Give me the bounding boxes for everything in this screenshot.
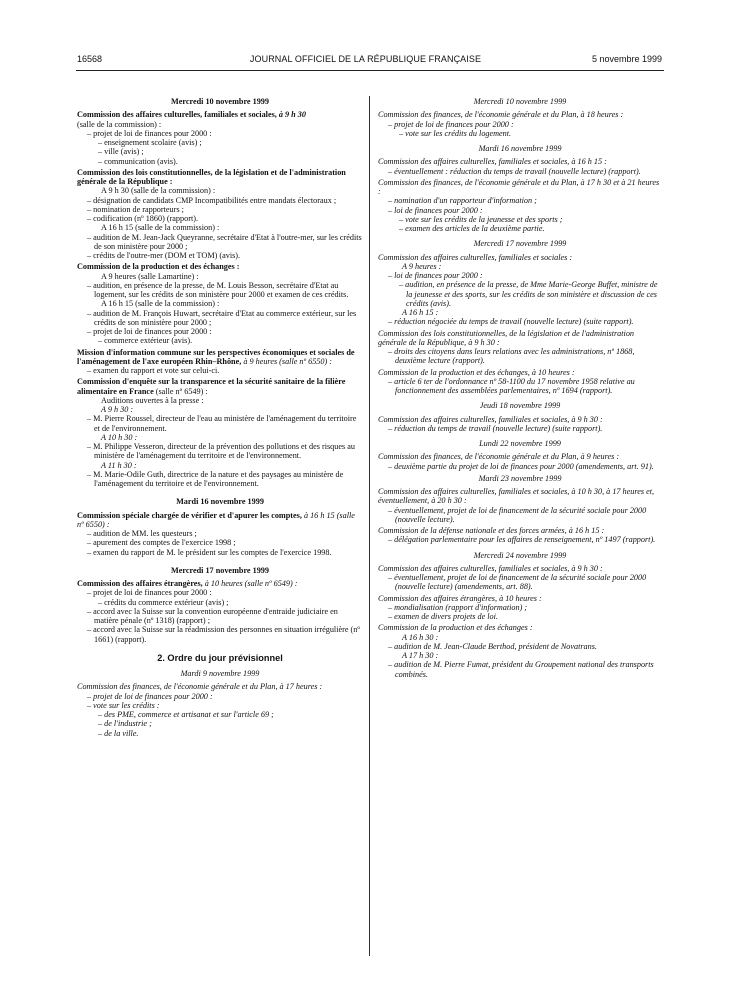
- session-time: A 16 h 15 :: [402, 308, 439, 317]
- agenda-item: – audition de M. Jean-Claude Berthod, président de Novatrans.: [388, 641, 597, 651]
- date-heading: Lundi 22 novembre 1999: [479, 439, 561, 448]
- committee-block: [378, 368, 662, 396]
- session-time: A 17 h 30 :: [402, 651, 439, 660]
- agenda-item: – examen du rapport de M. le président sur les comptes de l'exercice 1998.: [87, 547, 332, 557]
- date-heading: Jeudi 18 novembre 1999: [479, 401, 561, 411]
- agenda-item: – éventuellement : réduction du temps de travail (nouvelle lecture) (rapport).: [388, 166, 641, 176]
- committee-block: [378, 415, 662, 434]
- agenda-item: – enseignement scolaire (avis) ;: [98, 138, 202, 147]
- left-column: [77, 97, 363, 738]
- agenda-item: – projet de loi de finances pour 2000 :: [87, 327, 212, 336]
- agenda-item: – M. Pierre Roussel, directeur de l'eau au ministère de l'aménagement du territoire et de l'environnement.: [87, 414, 357, 433]
- committee-block: [77, 511, 363, 557]
- agenda-item: – droits des citoyens dans leurs relations avec les administrations, nº 1868, deuxième lecture (rapport).: [388, 347, 635, 366]
- committee-title: Commission des affaires culturelles, familiales et sociales,: [77, 110, 277, 120]
- issue-date: 5 novembre 1999: [591, 54, 662, 64]
- agenda-item: – projet de loi de finances pour 2000 :: [87, 588, 212, 598]
- meeting-time: à 16 h 15 (salle nº 6550) :: [77, 510, 355, 529]
- session-time: A 9 h 30 (salle de la commission) :: [101, 186, 216, 196]
- committee-block: [77, 110, 363, 166]
- agenda-item: – examen des articles de la deuxième partie.: [399, 224, 545, 233]
- agenda-item: – audition de M. Jean-Jack Queyranne, secrétaire d'Etat à l'outre-mer, sur les crédits de son ministère pour 2000 ;: [87, 232, 362, 251]
- committee-title: Commission des affaires culturelles, familiales et sociales, à 9 h 30 :: [378, 563, 603, 573]
- page-header: [0, 47, 731, 67]
- meeting-room: (salle nº 6549) :: [155, 386, 208, 396]
- committee-block: [378, 110, 662, 138]
- session-time: A 16 h 15 (salle de la commission) :: [101, 299, 220, 309]
- agenda-item: – des PME, commerce et artisanat et sur l'article 69 ;: [98, 710, 274, 719]
- agenda-item: – vote sur les crédits :: [87, 700, 160, 710]
- agenda-item: – ville (avis) ;: [98, 147, 144, 157]
- date-heading: Mercredi 24 novembre 1999: [473, 550, 567, 560]
- agenda-item: – projet de loi de finances pour 2000 :: [87, 691, 213, 701]
- agenda-item: – audition de M. Pierre Fumat, président du Groupement national des transports combinés.: [388, 660, 654, 679]
- committee-title: Commission des finances, de l'économie générale et du Plan, à 17 heures :: [77, 682, 323, 692]
- committee-block: [77, 348, 363, 376]
- committee-title: Commission d'enquête sur la transparence et la sécurité sanitaire de la filière alimentaire en France: [77, 377, 346, 396]
- session-time: A 9 heures :: [402, 261, 442, 271]
- committee-title: Commission des affaires culturelles, familiales et sociales :: [378, 252, 573, 262]
- agenda-item: – audition de M. François Huwart, secrétaire d'Etat au commerce extérieur, sur les crédits de son ministère pour 2000 ;: [87, 308, 357, 327]
- committee-block: [378, 594, 662, 622]
- date-heading: Mardi 23 novembre 1999: [478, 473, 562, 483]
- agenda-item: – crédits du commerce extérieur (avis) ;: [98, 597, 229, 607]
- committee-title: Commission de la production et des échanges, à 10 heures :: [378, 367, 575, 377]
- agenda-item: – nomination d'un rapporteur d'information ;: [388, 196, 537, 206]
- agenda-item: – délégation parlementaire pour les affaires de renseignement, nº 1497 (rapport).: [388, 535, 656, 545]
- committee-block: [378, 329, 662, 366]
- session-note: Auditions ouvertes à la presse :: [101, 395, 204, 405]
- date-heading: Mercredi 17 novembre 1999: [473, 239, 567, 249]
- column-divider: [369, 96, 370, 956]
- agenda-item: – deuxième partie du projet de loi de finances pour 2000 (amendements, art. 91).: [388, 461, 654, 471]
- committee-block: [378, 253, 662, 327]
- committee-title: Commission des finances, de l'économie générale et du Plan, à 18 heures :: [378, 110, 624, 120]
- agenda-item: – loi de finances pour 2000 :: [388, 271, 483, 280]
- committee-block: [378, 564, 662, 592]
- agenda-item: – accord avec la Suisse sur la réadmission des personnes en situation irrégulière (nº 1661) (rapport).: [87, 625, 360, 644]
- agenda-item: – article 6 ter de l'ordonnance nº 58-1100 du 17 novembre 1958 relative au fonctionnement des assemblées parlementaires, nº 1694 (rapport).: [388, 376, 635, 395]
- agenda-item: – commerce extérieur (avis).: [98, 336, 193, 346]
- committee-block: [378, 487, 662, 524]
- committee-title: Commission des affaires culturelles, familiales et sociales, à 10 h 30, à 17 heures et, éventuellement, à 20 h 30 :: [378, 487, 655, 506]
- committee-block: [378, 157, 662, 176]
- committee-block: [77, 377, 363, 488]
- session-time: A 9 heures (salle Lamartine) :: [101, 271, 199, 281]
- right-column: [378, 97, 662, 679]
- committee-block: [378, 526, 662, 545]
- agenda-item: – réduction du temps de travail (nouvelle lecture) (suite rapport).: [388, 423, 603, 433]
- meeting-time: à 9 heures (salle nº 6550) :: [243, 356, 332, 366]
- agenda-item: – accord avec la Suisse sur la convention européenne d'entraide judiciaire en matière pénale (nº 1318) (rapport) ;: [87, 606, 338, 625]
- agenda-item: – apurement des comptes de l'exercice 1998 ;: [87, 538, 236, 548]
- agenda-item: – audition, en présence de la presse, de Mme Marie-George Buffet, ministre de la jeunesse et des sports, sur les crédits de son ministère et discussion de ces crédits (avis).: [399, 280, 658, 308]
- agenda-item: – audition de MM. les questeurs ;: [87, 529, 197, 538]
- agenda-item: – codification (nº 1860) (rapport).: [87, 214, 198, 223]
- journal-title: JOURNAL OFFICIEL DE LA RÉPUBLIQUE FRANÇAISE: [249, 54, 482, 64]
- committee-title: Commission spéciale chargée de vérifier et d'apurer les comptes,: [77, 510, 302, 520]
- page-number: 16568: [77, 54, 103, 64]
- date-heading: Mardi 9 novembre 1999: [180, 669, 260, 678]
- agenda-item: – éventuellement, projet de loi de financement de la sécurité sociale pour 2000 (nouvelle lecture) (amendements, art. 88).: [388, 573, 647, 592]
- agenda-item: – examen du rapport et vote sur celui-ci.: [87, 366, 220, 375]
- date-heading: Mercredi 10 novembre 1999: [170, 97, 269, 106]
- date-heading: Mercredi 10 novembre 1999: [473, 97, 567, 106]
- meeting-time: à 9 h 30: [278, 110, 306, 120]
- committee-title: Commission des affaires culturelles, familiales et sociales, à 9 h 30 :: [378, 414, 603, 424]
- committee-title: Commission de la production et des échanges :: [77, 262, 240, 272]
- agenda-item: – audition, en présence de la presse, de M. Louis Besson, secrétaire d'Etat au logement, sur les crédits de son ministère pour 2000 et examen de ces crédits.: [87, 280, 349, 299]
- section-heading: 2. Ordre du jour prévisionnel: [157, 652, 283, 663]
- agenda-item: – vote sur les crédits de la jeunesse et des sports ;: [399, 214, 563, 224]
- agenda-item: – nomination de rapporteurs ;: [87, 204, 184, 214]
- agenda-item: – projet de loi de finances pour 2000 :: [87, 128, 212, 138]
- committee-block: [378, 452, 662, 471]
- session-time: A 16 h 30 :: [402, 632, 439, 642]
- agenda-item: – de la ville.: [98, 728, 139, 738]
- committee-title: Commission des affaires culturelles, familiales et sociales, à 16 h 15 :: [378, 157, 607, 167]
- agenda-item: – communication (avis).: [98, 156, 178, 166]
- committee-block: [378, 623, 662, 679]
- meeting-time: à 10 heures (salle nº 6549) :: [204, 579, 298, 588]
- meeting-room: (salle de la commission) :: [77, 119, 162, 129]
- committee-title: Commission des finances, de l'économie générale et du Plan, à 9 heures :: [378, 452, 620, 462]
- agenda-item: – de l'industrie ;: [98, 719, 152, 729]
- agenda-item: – M. Marie-Odile Guth, directrice de la nature et des paysages au ministère de l'aménagement du territoire et de l'environnement.: [87, 469, 344, 488]
- committee-block: [77, 682, 363, 738]
- committee-title: Commission des affaires étrangères, à 10 heures :: [378, 593, 542, 603]
- agenda-item: – examen de divers projets de loi.: [388, 612, 498, 621]
- agenda-item: – loi de finances pour 2000 :: [388, 205, 483, 215]
- date-heading: Mercredi 17 novembre 1999: [170, 565, 269, 575]
- session-time: A 9 h 30 :: [101, 405, 134, 414]
- committee-title: Commission de la production et des échanges :: [378, 623, 533, 633]
- committee-title: Commission de la défense nationale et des forces armées, à 16 h 15 :: [378, 526, 605, 535]
- session-time: A 11 h 30 :: [101, 460, 137, 470]
- session-time: A 10 h 30 :: [101, 432, 138, 442]
- session-time: A 16 h 15 (salle de la commission) :: [101, 223, 220, 233]
- date-heading: Mardi 16 novembre 1999: [478, 144, 562, 153]
- date-heading: Mardi 16 novembre 1999: [176, 497, 264, 507]
- committee-block: [77, 168, 363, 261]
- agenda-item: – éventuellement, projet de loi de financement de la sécurité sociale pour 2000 (nouvelle lecture).: [388, 505, 647, 524]
- committee-title: Commission des lois constitutionnelles, de la législation et de l'administration générale de la République, à 9 h 30 :: [378, 328, 635, 347]
- committee-title: Commission des finances, de l'économie générale et du Plan, à 17 h 30 et à 21 heures :: [378, 177, 660, 196]
- agenda-item: – projet de loi de finances pour 2000 :: [388, 119, 514, 129]
- agenda-item: – mondialisation (rapport d'information) ;: [388, 602, 528, 612]
- committee-block: [77, 579, 363, 644]
- committee-block: [77, 262, 363, 345]
- committee-title: Commission des lois constitutionnelles, de la législation et de l'administration générale de la République :: [77, 167, 346, 186]
- committee-title: Commission des affaires étrangères,: [77, 579, 203, 588]
- agenda-item: – désignation de candidats CMP Incompatibilités entre mandats électoraux ;: [87, 195, 337, 205]
- committee-block: [378, 178, 662, 234]
- committee-title: Mission d'information commune sur les perspectives économiques et sociales de l'aménagement de l'axe européen Rhin–Rhône,: [77, 347, 355, 366]
- agenda-item: – crédits de l'outre-mer (DOM et TOM) (avis).: [87, 251, 241, 260]
- agenda-item: – vote sur les crédits du logement.: [399, 128, 512, 138]
- agenda-item: – M. Philippe Vesseron, directeur de la prévention des pollutions et des risques au ministère de l'aménagement du territoire et de l'environnement.: [87, 442, 355, 461]
- agenda-item: – réduction négociée du temps de travail (nouvelle lecture) (suite rapport).: [388, 317, 634, 327]
- header-rule: [76, 70, 664, 71]
